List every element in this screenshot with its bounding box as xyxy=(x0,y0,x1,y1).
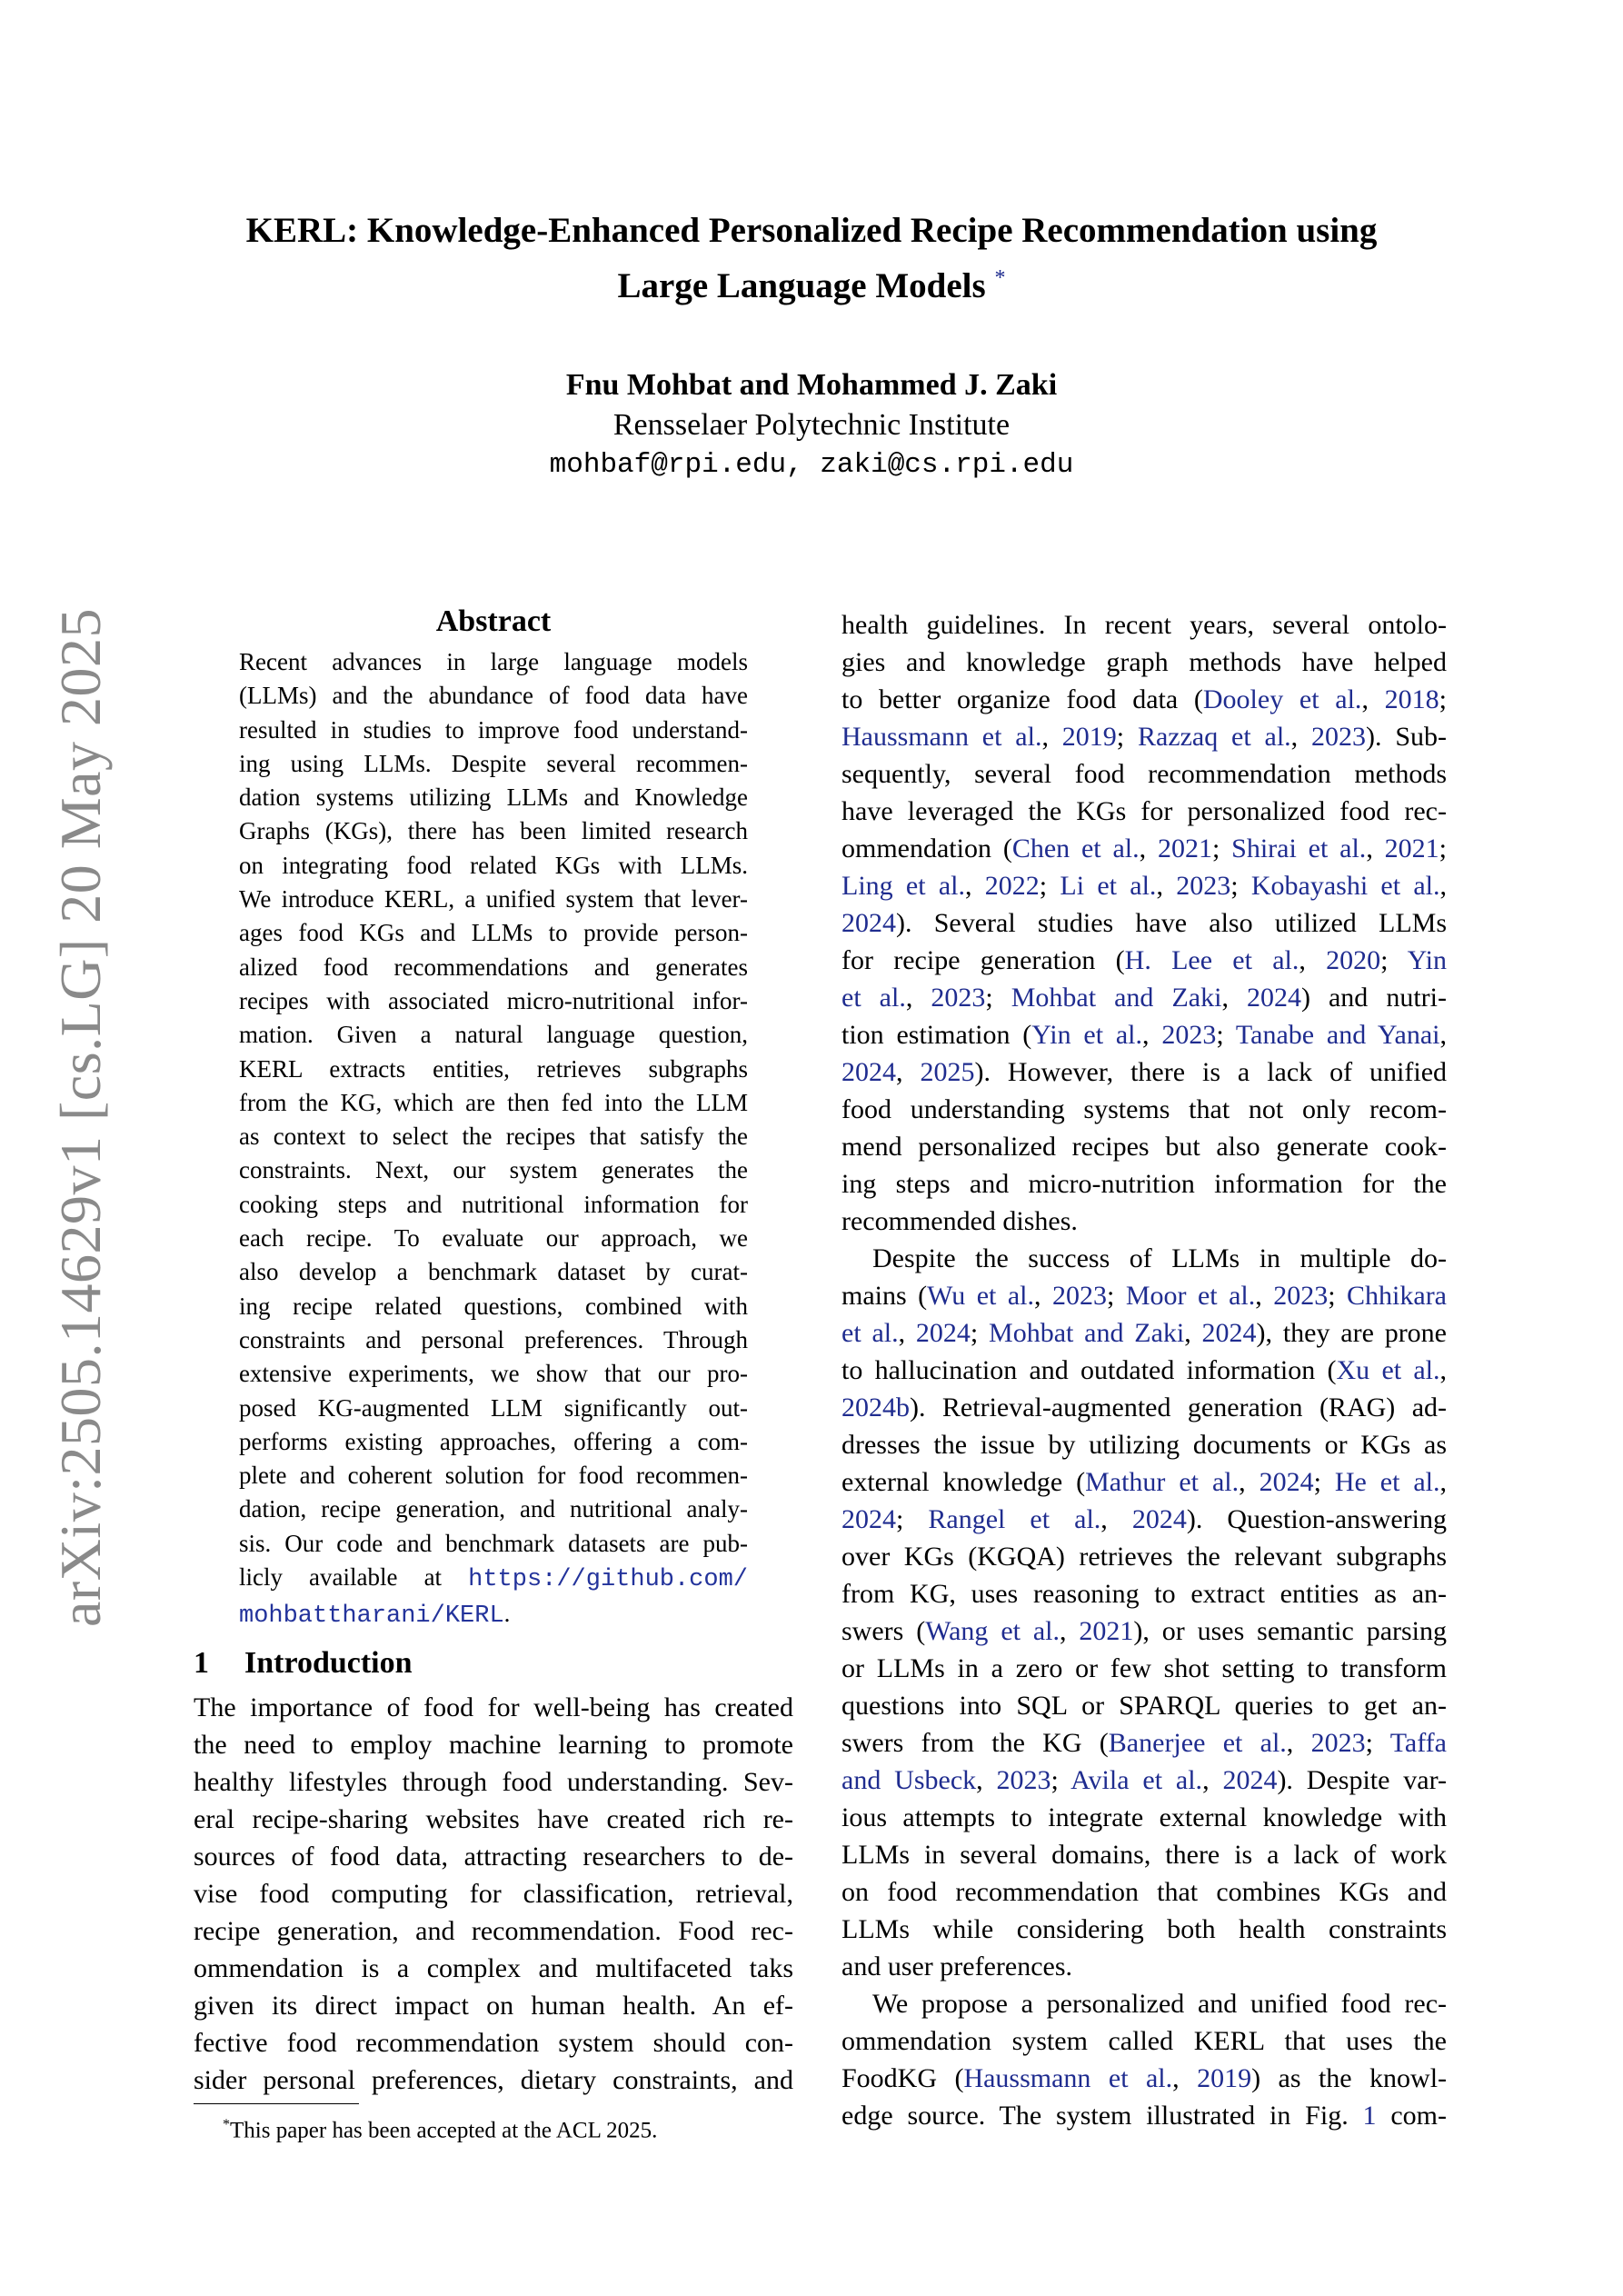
text-line: to better organize food data (Dooley et al., 2018; xyxy=(841,684,1447,714)
intro-line: healthy lifestyles through food understanding. Sev- xyxy=(194,1766,793,1797)
citation-link[interactable]: 2024 xyxy=(841,1504,896,1534)
abstract-line: (LLMs) and the abundance of food data have xyxy=(239,682,748,710)
text-run: ommendation ( xyxy=(841,834,1012,863)
text-line: ious attempts to integrate external knowledge with xyxy=(841,1802,1447,1832)
text-line: Despite the success of LLMs in multiple do- xyxy=(872,1243,1447,1273)
text-line: swers (Wang et al., 2021), or uses semantic parsing xyxy=(841,1616,1448,1646)
author-block xyxy=(182,365,1441,485)
text-run: edge source. The system illustrated in Fig. xyxy=(841,2101,1363,2131)
citation-link[interactable]: 2021 xyxy=(1157,834,1212,863)
citation-link[interactable]: 2019 xyxy=(1061,722,1117,752)
citation-link[interactable]: and Usbeck xyxy=(841,1765,977,1795)
text-line: or LLMs in a zero or few shot setting to transform xyxy=(841,1653,1447,1683)
text-line: We propose a personalized and unified food rec- xyxy=(872,1989,1447,2019)
citation-link[interactable]: 2024 xyxy=(1259,1467,1314,1497)
text-run: to better organize food data ( xyxy=(841,684,1203,714)
text-line: external knowledge (Mathur et al., 2024; He et al., xyxy=(841,1467,1448,1497)
intro-line: sources of food data, attracting researchers to de- xyxy=(194,1841,793,1872)
citation-link[interactable]: Wu et al. xyxy=(927,1281,1035,1311)
citation-link[interactable]: He et al. xyxy=(1334,1467,1440,1497)
text-line: questions into SQL or SPARQL queries to get an- xyxy=(841,1691,1447,1721)
text-run: ). Question-answering xyxy=(1186,1504,1447,1534)
citation-link[interactable]: Ling et al. xyxy=(841,871,966,901)
citation-link[interactable]: Shirai et al. xyxy=(1231,834,1367,863)
citation-link[interactable]: Wang et al. xyxy=(925,1616,1060,1646)
text-line: Ling et al., 2022; Li et al., 2023; Kobayashi et al., xyxy=(841,871,1448,901)
abstract-line: recipes with associated micro-nutritional infor- xyxy=(239,986,748,1014)
citation-link[interactable]: 2024 xyxy=(915,1318,971,1348)
citation-link[interactable]: 2024 xyxy=(1246,983,1301,1013)
text-run: external knowledge ( xyxy=(841,1467,1086,1497)
abstract-line: dation, recipe generation, and nutritional analy- xyxy=(239,1495,748,1523)
citation-link[interactable]: 2024 xyxy=(841,1057,896,1087)
citation-link[interactable]: Yin et al. xyxy=(1031,1020,1142,1050)
text-line: gies and knowledge graph methods have helped xyxy=(841,647,1447,677)
text-line: over KGs (KGQA) retrieves the relevant subgraphs xyxy=(841,1542,1447,1572)
text-run: swers ( xyxy=(841,1616,926,1646)
figure-reference-link[interactable]: 1 xyxy=(1362,2101,1377,2131)
text-line xyxy=(841,2097,1447,2134)
intro-paragraph-continued xyxy=(841,606,1447,1240)
paragraph-llm-kg xyxy=(841,1240,1447,1985)
citation-link[interactable]: Rangel et al. xyxy=(928,1504,1101,1534)
text-line: 2024; Rangel et al., 2024). Question-answering xyxy=(841,1504,1447,1534)
citation-link[interactable]: 2023 xyxy=(1052,1281,1107,1311)
abstract-line: ing using LLMs. Despite several recommen- xyxy=(239,749,748,777)
text-line: ommendation system called KERL that uses the xyxy=(841,2026,1447,2056)
intro-line: recipe generation, and recommendation. Food rec- xyxy=(194,1915,793,1946)
citation-link[interactable]: 2020 xyxy=(1326,945,1381,975)
text-line: ing steps and micro-nutrition information for the xyxy=(841,1169,1447,1199)
text-line: dresses the issue by utilizing documents or KGs as xyxy=(841,1430,1447,1460)
citation-link[interactable]: Yin xyxy=(1407,945,1447,975)
abstract-line: sis. Our code and benchmark datasets are pub- xyxy=(239,1529,748,1557)
citation-link[interactable]: Chhikara xyxy=(1347,1281,1447,1311)
text-run: ), they are prone xyxy=(1256,1318,1447,1348)
text-line: for recipe generation (H. Lee et al., 2020; Yin xyxy=(841,945,1447,975)
abstract-line: cooking steps and nutritional information for xyxy=(239,1190,748,1218)
citation-link[interactable]: 2021 xyxy=(1079,1616,1134,1646)
citation-link[interactable]: 2024 xyxy=(841,908,896,938)
text-line: on food recommendation that combines KGs and xyxy=(841,1877,1447,1907)
intro-line: given its direct impact on human health. An ef- xyxy=(194,1990,793,2021)
citation-link[interactable]: Mohbat and Zaki xyxy=(1011,983,1222,1013)
text-line: et al., 2023; Mohbat and Zaki, 2024) and nutri- xyxy=(841,983,1447,1013)
abstract-line: dation systems utilizing LLMs and Knowledge xyxy=(239,784,748,812)
author-affiliation: Rensselaer Polytechnic Institute xyxy=(612,408,1011,442)
abstract-line: Graphs (KGs), there has been limited research xyxy=(239,817,748,845)
text-run: tion estimation ( xyxy=(841,1020,1032,1050)
text-line xyxy=(841,1389,1447,1426)
abstract-link-suffix: . xyxy=(503,1600,511,1628)
abstract-line: constraints and personal preferences. Through xyxy=(239,1325,748,1353)
abstract-line: alized food recommendations and generates xyxy=(239,953,748,981)
citation-link[interactable]: 2019 xyxy=(1197,2063,1252,2093)
citation-link[interactable]: H. Lee et al. xyxy=(1124,945,1299,975)
citation-link[interactable]: Mohbat and Zaki xyxy=(989,1318,1185,1348)
citation-link[interactable]: Haussmann et al. xyxy=(963,2063,1173,2093)
abstract-line: from the KG, which are then fed into the LLM xyxy=(239,1088,748,1116)
text-line: 2024, 2025). However, there is a lack of unified xyxy=(841,1057,1448,1087)
citation-link[interactable]: 2023 xyxy=(996,1765,1051,1795)
text-run: com- xyxy=(1376,2101,1448,2131)
citation-link[interactable]: et al. xyxy=(841,1318,899,1348)
citation-link[interactable]: 2024 xyxy=(1131,1504,1187,1534)
title-line-1: KERL: Knowledge-Enhanced Personalized Recipe Recommendation using xyxy=(245,211,1378,250)
citation-link[interactable]: 2021 xyxy=(1384,834,1439,863)
citation-link[interactable]: Li et al. xyxy=(1060,871,1157,901)
citation-link[interactable]: Chen et al. xyxy=(1011,834,1140,863)
text-run: swers from the KG ( xyxy=(841,1728,1109,1758)
paper-title xyxy=(182,207,1441,310)
paragraph-kerl-proposal xyxy=(841,1985,1447,2134)
abstract-line: Recent advances in large language models xyxy=(239,648,748,675)
title-line-2 xyxy=(182,255,1441,310)
abstract-line: also develop a benchmark dataset by curat- xyxy=(239,1258,748,1286)
text-line: health guidelines. In recent years, several ontolo- xyxy=(841,610,1447,640)
intro-line: ommendation is a complex and multifaceted taks xyxy=(194,1952,793,1983)
abstract-line: ing recipe related questions, combined with xyxy=(239,1292,748,1320)
text-line: have leveraged the KGs for personalized food rec- xyxy=(841,796,1447,826)
citation-link[interactable]: Moor et al. xyxy=(1125,1281,1256,1311)
text-line: sequently, several food recommendation methods xyxy=(841,759,1447,789)
right-column xyxy=(841,606,1447,2134)
citation-link[interactable]: 2023 xyxy=(1273,1281,1329,1311)
text-line: from KG, uses reasoning to extract entities as an- xyxy=(841,1579,1447,1609)
text-line: LLMs in several domains, there is a lack of work xyxy=(841,1840,1447,1870)
citation-link[interactable]: Mathur et al. xyxy=(1085,1467,1240,1497)
text-line: recommended dishes. xyxy=(841,1206,1078,1236)
code-repository-link[interactable]: https://github.com/ xyxy=(468,1566,748,1594)
text-line: FoodKG (Haussmann et al., 2019) as the knowl- xyxy=(841,2063,1448,2093)
left-column xyxy=(194,602,793,2099)
footnote-text: This paper has been accepted at the ACL 2025. xyxy=(230,2118,658,2143)
citation-link[interactable]: 2023 xyxy=(931,983,986,1013)
text-run: to hallucination and outdated information ( xyxy=(841,1355,1337,1385)
abstract-link-line xyxy=(239,1597,748,1633)
footnote xyxy=(223,2111,657,2145)
section-heading-introduction xyxy=(194,1643,793,1683)
title-footnote-mark[interactable]: * xyxy=(994,266,1006,290)
text-run: ). Several studies have also utilized LLMs xyxy=(896,908,1447,938)
citation-link[interactable]: Haussmann et al. xyxy=(841,722,1042,752)
text-run: for recipe generation ( xyxy=(841,945,1125,975)
arxiv-identifier: arXiv:2505.14629v1 [cs.LG] 20 May 2025 xyxy=(48,607,113,1627)
text-run: ). Retrieval-augmented generation (RAG) ad- xyxy=(910,1393,1447,1423)
intro-line: eral recipe-sharing websites have created rich re- xyxy=(194,1803,793,1834)
text-line: and user preferences. xyxy=(841,1952,1073,1982)
intro-line: the need to employ machine learning to promote xyxy=(194,1729,793,1760)
abstract-line: constraints. Next, our system generates the xyxy=(239,1156,748,1184)
text-run: FoodKG ( xyxy=(841,2063,964,2093)
citation-link[interactable]: 2023 xyxy=(1311,722,1366,752)
citation-link[interactable]: 2023 xyxy=(1310,1728,1366,1758)
text-line: and Usbeck, 2023; Avila et al., 2024). Despite var- xyxy=(841,1765,1448,1795)
abstract-line: posed KG-augmented LLM significantly out- xyxy=(239,1393,748,1422)
text-run: ) as the knowl- xyxy=(1251,2063,1448,2093)
citation-link[interactable]: Taffa xyxy=(1389,1728,1447,1758)
citation-link[interactable]: 2024b xyxy=(841,1393,910,1423)
text-line: swers from the KG (Banerjee et al., 2023; Taffa xyxy=(841,1728,1447,1758)
abstract-line: performs existing approaches, offering a com- xyxy=(239,1427,748,1455)
section-number: 1 xyxy=(194,1645,209,1680)
abstract-line: mation. Given a natural language question, xyxy=(239,1021,748,1049)
abstract-link-line xyxy=(239,1561,748,1597)
citation-link[interactable]: Kobayashi et al. xyxy=(1250,871,1440,901)
citation-link[interactable]: 2022 xyxy=(984,871,1040,901)
text-line: LLMs while considering both health constraints xyxy=(841,1914,1447,1944)
abstract-line: ages food KGs and LLMs to provide person- xyxy=(239,919,748,947)
footnote-mark: * xyxy=(223,2117,230,2132)
abstract-line: KERL extracts entities, retrieves subgraphs xyxy=(239,1054,748,1083)
text-run: ), or uses semantic parsing xyxy=(1133,1616,1448,1646)
citation-link[interactable]: 2025 xyxy=(920,1057,975,1087)
citation-link[interactable]: Banerjee et al. xyxy=(1108,1728,1287,1758)
abstract-line: extensive experiments, we show that our pro- xyxy=(239,1360,748,1388)
abstract-line: resulted in studies to improve food understand- xyxy=(239,715,748,744)
citation-link[interactable]: 2024 xyxy=(1222,1765,1278,1795)
introduction-paragraph xyxy=(194,1689,793,2099)
citation-link[interactable]: Xu et al. xyxy=(1336,1355,1440,1385)
citation-link[interactable]: Avila et al. xyxy=(1070,1765,1203,1795)
text-line: et al., 2024; Mohbat and Zaki, 2024), they are prone xyxy=(841,1318,1447,1348)
intro-line: fective food recommendation system should con- xyxy=(194,2027,793,2058)
abstract-line: each recipe. To evaluate our approach, we xyxy=(239,1224,748,1253)
intro-line: vise food computing for classification, retrieval, xyxy=(194,1878,793,1909)
abstract-line: We introduce KERL, a unified system that lever- xyxy=(239,885,748,913)
citation-link[interactable]: 2023 xyxy=(1161,1020,1217,1050)
abstract-line: plete and coherent solution for food recommen- xyxy=(239,1462,748,1490)
text-line: food understanding systems that not only recom- xyxy=(841,1094,1447,1124)
citation-link[interactable]: 2018 xyxy=(1384,684,1439,714)
text-line: mains (Wu et al., 2023; Moor et al., 2023; Chhikara xyxy=(841,1281,1447,1311)
intro-line: The importance of food for well-being has created xyxy=(194,1692,793,1722)
abstract-body xyxy=(239,645,748,1634)
citation-link[interactable]: Razzaq et al. xyxy=(1137,722,1291,752)
code-repository-link-continued[interactable]: mohbattharani/KERL xyxy=(239,1602,504,1631)
section-title: Introduction xyxy=(244,1645,413,1680)
text-line xyxy=(841,904,1447,942)
abstract-heading: Abstract xyxy=(435,604,552,638)
citation-link[interactable]: Dooley et al. xyxy=(1202,684,1362,714)
citation-link[interactable]: Tanabe and Yanai xyxy=(1235,1020,1440,1050)
text-run: ). Despite var- xyxy=(1277,1765,1448,1795)
author-emails: mohbaf@rpi.edu, zaki@cs.rpi.edu xyxy=(549,449,1074,481)
citation-link[interactable]: et al. xyxy=(841,983,906,1013)
text-line: Haussmann et al., 2019; Razzaq et al., 2023). Sub- xyxy=(841,722,1447,752)
abstract-link-prefix: licly available at xyxy=(239,1563,469,1592)
title-line-2-text: Large Language Models xyxy=(617,266,986,305)
text-line: mend personalized recipes but also generate cook- xyxy=(841,1132,1447,1162)
text-run: ) and nutri- xyxy=(1300,983,1447,1013)
abstract-line: as context to select the recipes that satisfy the xyxy=(239,1123,748,1151)
citation-link[interactable]: 2024 xyxy=(1201,1318,1257,1348)
intro-line: sider personal preferences, dietary constraints, and xyxy=(194,2064,793,2095)
footnote-rule xyxy=(194,2103,359,2104)
citation-link[interactable]: 2023 xyxy=(1176,871,1231,901)
text-run: ). However, there is a lack of unified xyxy=(974,1057,1448,1087)
text-line: tion estimation (Yin et al., 2023; Tanabe and Yanai, xyxy=(841,1020,1448,1050)
author-names: Fnu Mohbat and Mohammed J. Zaki xyxy=(565,368,1058,402)
text-run: mains ( xyxy=(841,1281,928,1311)
text-line: to hallucination and outdated information (Xu et al., xyxy=(841,1355,1448,1385)
text-run: ). Sub- xyxy=(1366,722,1447,752)
text-line: ommendation (Chen et al., 2021; Shirai et al., 2021; xyxy=(841,834,1447,863)
abstract-line: on integrating food related KGs with LLMs. xyxy=(239,851,748,879)
